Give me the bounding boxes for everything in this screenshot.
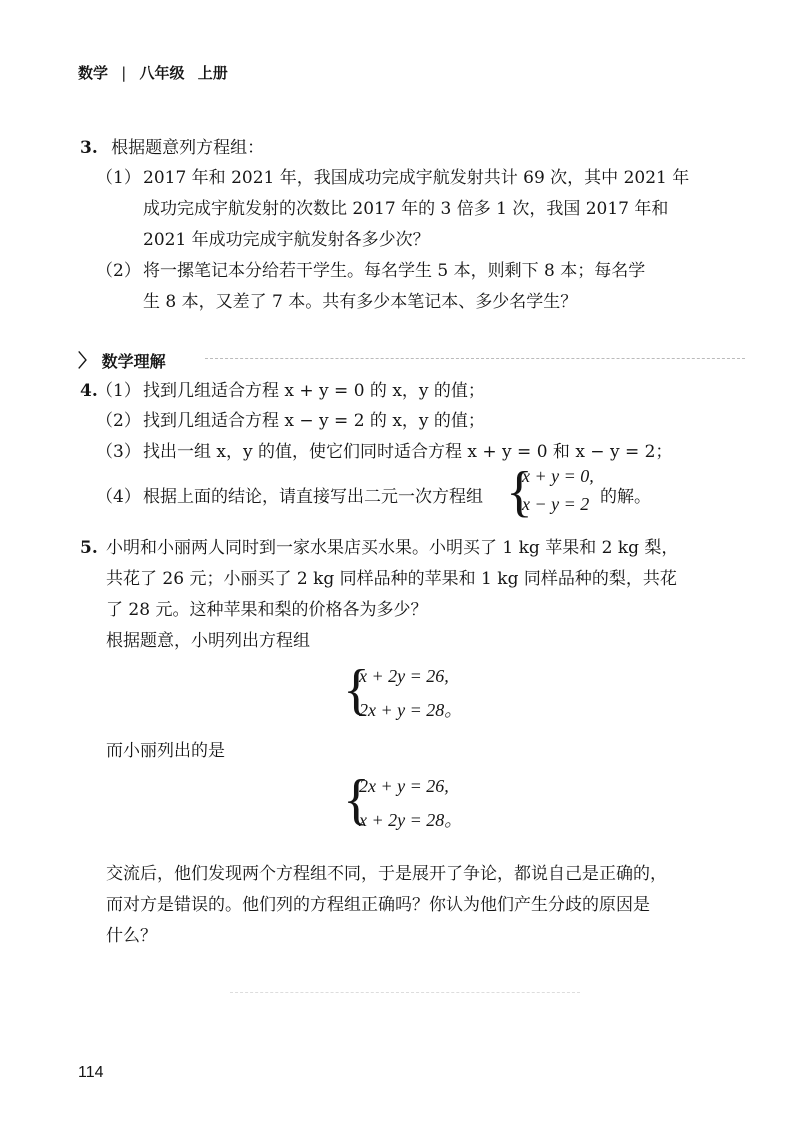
q5-closing-line: 交流后，他们发现两个方程组不同，于是展开了争论，都说自己是正确的，: [106, 864, 667, 884]
q3-part2-label: （2）: [96, 261, 141, 281]
q3-part1-line: 成功完成宇航发射的次数比 2017 年的 3 倍多 1 次，我国 2017 年和: [143, 199, 669, 219]
q3-number: 3.: [80, 138, 98, 158]
q4-item-label: （4）: [96, 487, 141, 507]
running-header: [78, 62, 228, 83]
xiaoli-eq1: 2x + y = 26,: [359, 776, 449, 796]
q4-item4-text: 根据上面的结论，请直接写出二元一次方程组: [143, 487, 483, 507]
q3-part2-line: 将一摞笔记本分给若干学生。每名学生 5 本，则剩下 8 本；每名学: [143, 261, 646, 281]
q5-closing-line: 什么？: [106, 926, 157, 946]
section-title: 数学理解: [101, 352, 166, 371]
q5-line: 了 28 元。这种苹果和梨的价格各为多少？: [106, 600, 428, 620]
q4-system-eq2: x − y = 2: [522, 494, 590, 514]
q5-number: 5.: [80, 538, 98, 558]
xiaoli-system-brace: {: [343, 769, 370, 831]
section-heading: [78, 347, 166, 373]
q4-system-eq1: x + y = 0,: [522, 466, 594, 486]
q5-xiaoli-intro: 而小丽列出的是: [106, 741, 225, 761]
q3-part2-line: 生 8 本，又差了 7 本。共有多少本笔记本、多少名学生？: [143, 292, 578, 312]
q5-xiaoming-intro: 根据题意，小明列出方程组: [106, 631, 310, 651]
q4-item-label: （1）: [96, 381, 141, 401]
q4-item-text: 找出一组 x，y 的值，使它们同时适合方程 x + y = 0 和 x − y = 2；: [143, 442, 673, 462]
section-rule: [205, 358, 745, 359]
q4-number: 4.: [80, 381, 98, 401]
xiaoming-eq1: x + 2y = 26,: [359, 666, 449, 686]
q4-system-brace: {: [506, 461, 533, 523]
header-grade: 八年级: [139, 64, 185, 82]
q3-prompt: 根据题意列方程组：: [111, 138, 265, 158]
q5-line: 小明和小丽两人同时到一家水果店买水果。小明买了 1 kg 苹果和 2 kg 梨，: [106, 538, 679, 558]
header-volume: 上册: [197, 64, 228, 82]
q3-prompt-line: [80, 132, 264, 164]
q5-line: 共花了 26 元；小丽买了 2 kg 同样品种的苹果和 1 kg 同样品种的梨，共花: [106, 569, 677, 589]
header-separator: |: [121, 64, 127, 82]
q4-item-label: （3）: [96, 442, 141, 462]
page-number: 114: [78, 1064, 104, 1081]
q5-closing-line: 而对方是错误的。他们列的方程组正确吗？你认为他们产生分歧的原因是: [106, 895, 650, 915]
q4-item-text: 找到几组适合方程 x + y = 0 的 x，y 的值；: [143, 381, 485, 401]
header-subject: 数学: [78, 64, 109, 82]
xiaoming-system-brace: {: [343, 659, 370, 721]
q3-part1-line: 2021 年成功完成宇航发射各多少次？: [143, 230, 430, 250]
q3-part1-line: 2017 年和 2021 年，我国成功完成宇航发射共计 69 次，其中 2021 年: [143, 168, 690, 188]
q4-item-text: 找到几组适合方程 x − y = 2 的 x，y 的值；: [143, 411, 485, 431]
q4-item4-suffix: 的解。: [600, 487, 651, 507]
q4-item-label: （2）: [96, 411, 141, 431]
q3-part1-label: （1）: [96, 168, 141, 188]
xiaoli-eq2: x + 2y = 28。: [359, 810, 463, 830]
scan-artifact-line: [230, 992, 580, 993]
section-chevron-icon: 〉: [78, 351, 96, 372]
xiaoming-eq2: 2x + y = 28。: [359, 700, 463, 720]
